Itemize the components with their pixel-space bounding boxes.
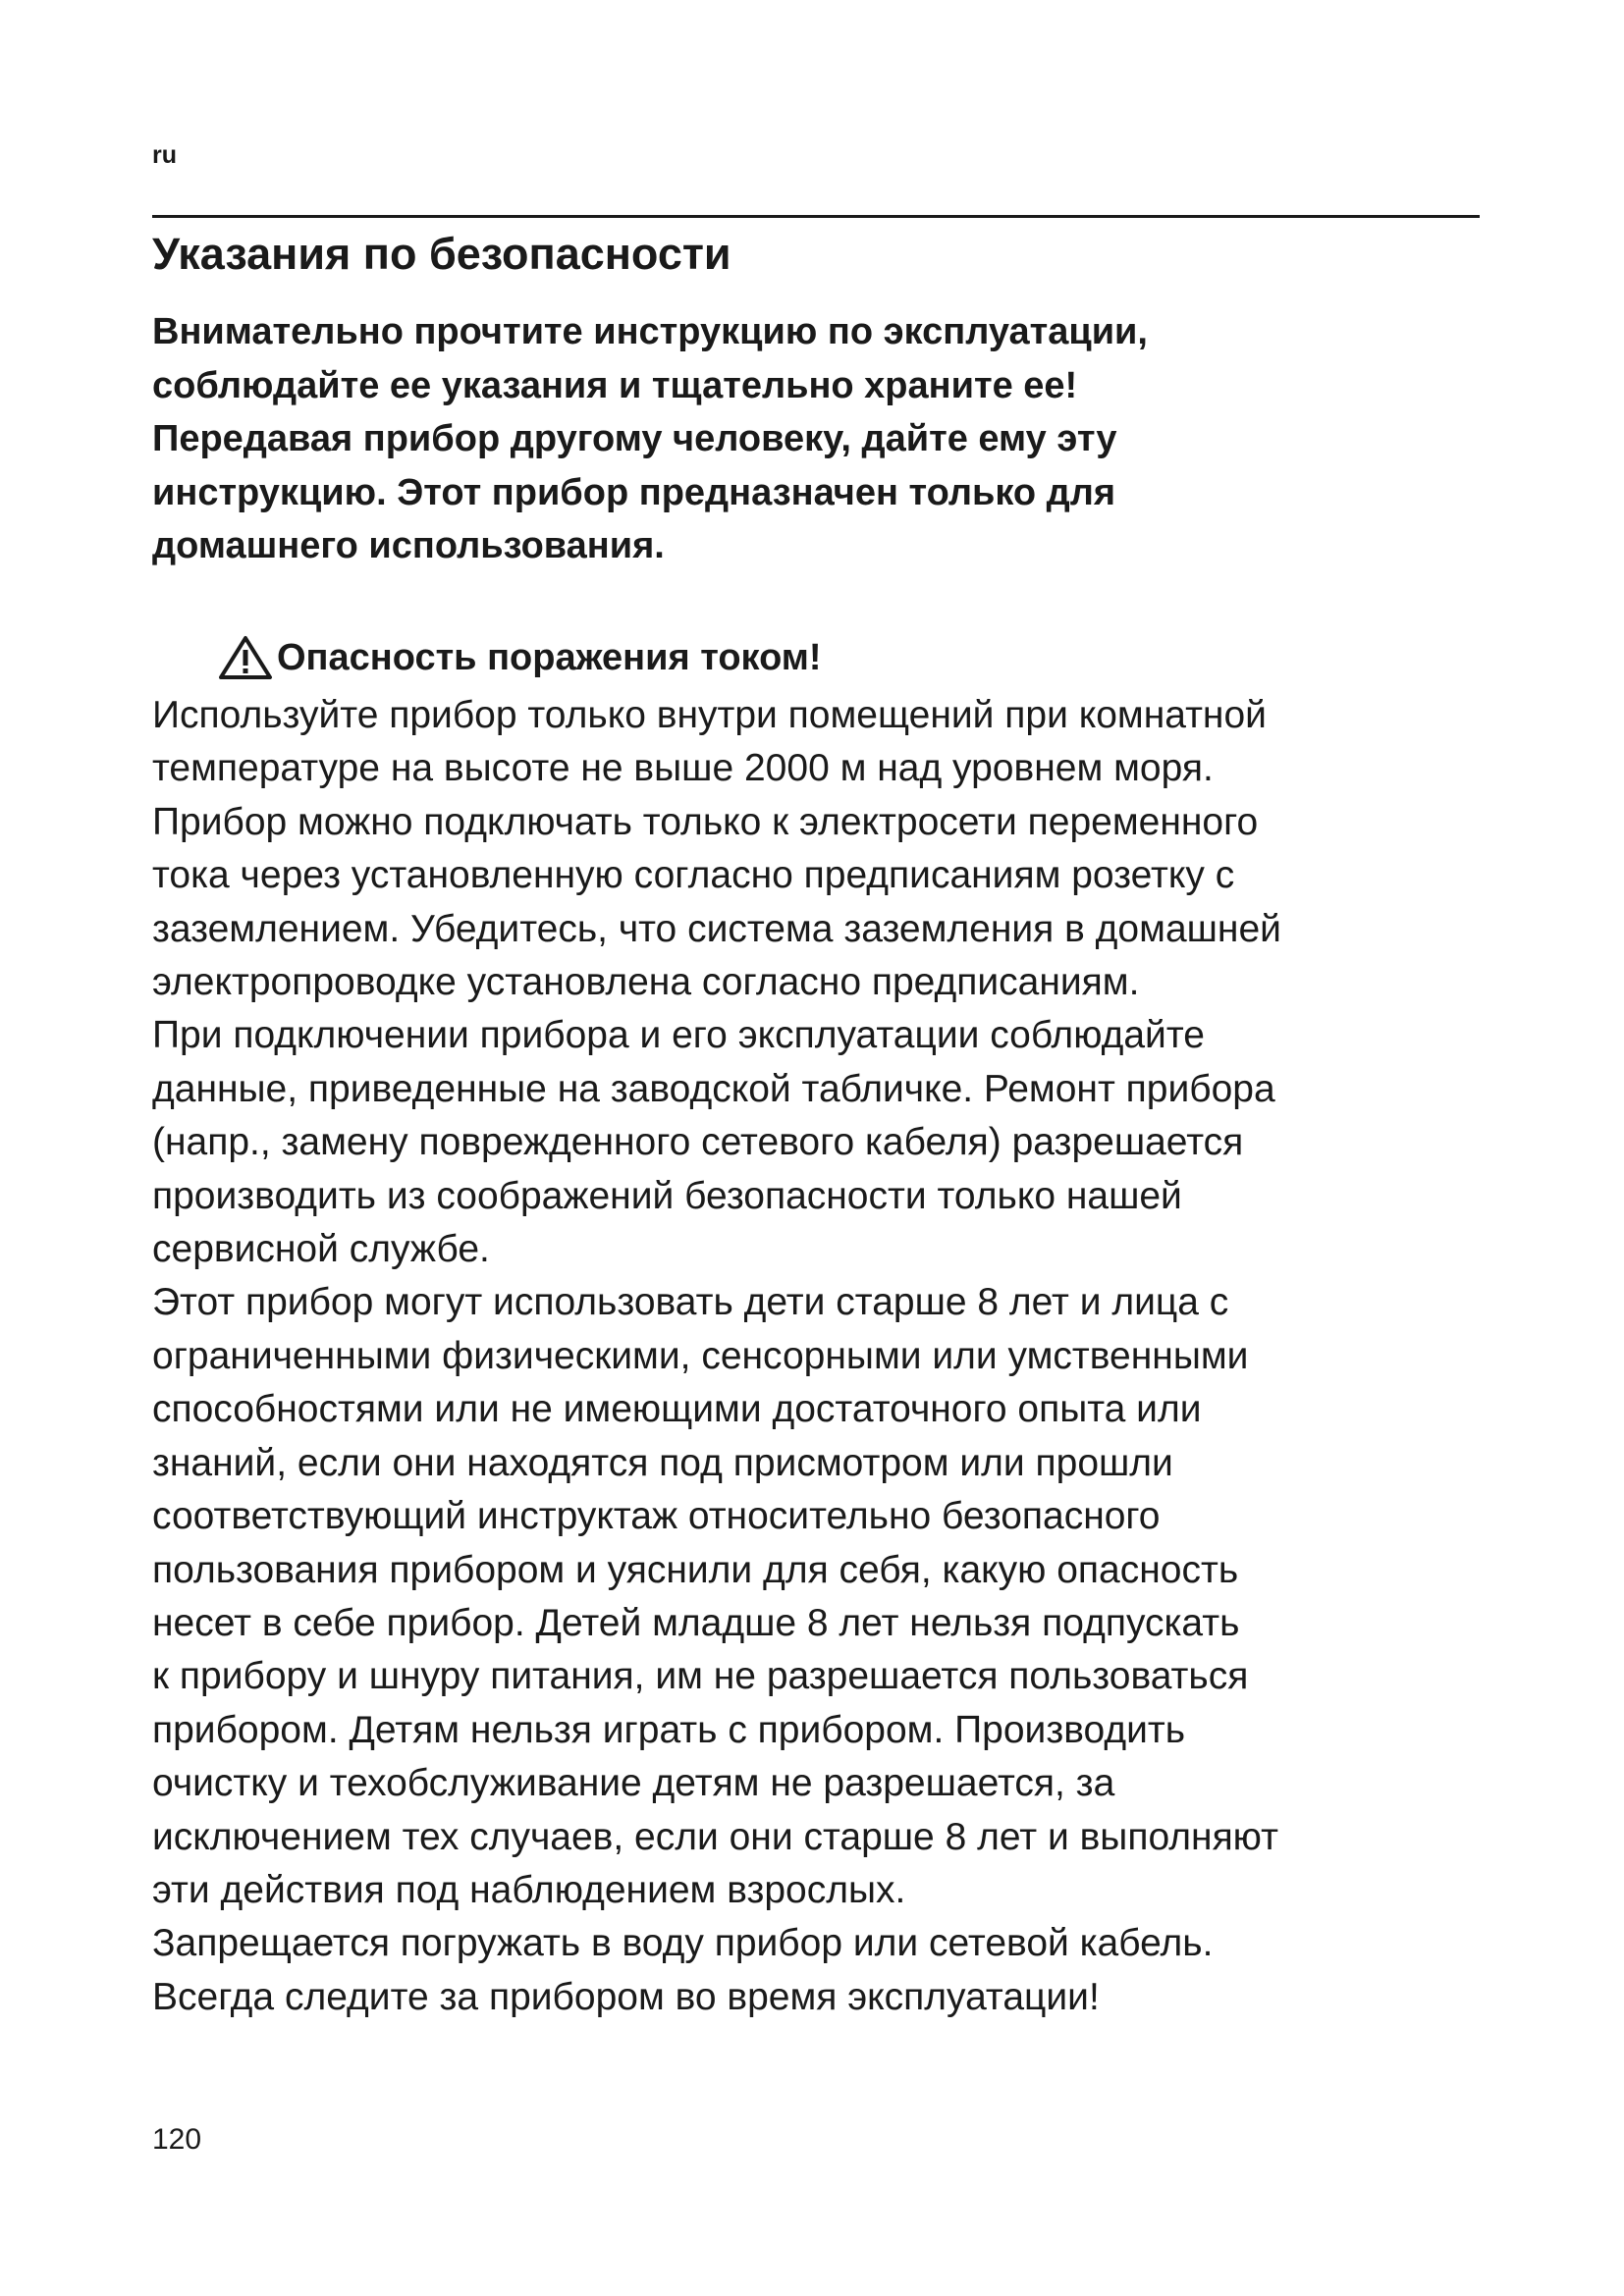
intro-paragraph <box>152 305 1468 573</box>
body-line: несет в себе прибор. Детей младше 8 лет нельзя подпускать <box>152 1601 1240 1644</box>
body-line: Всегда следите за прибором во время эксплуатации! <box>152 1975 1100 2018</box>
body-line: прибором. Детям нельзя играть с прибором. Производить <box>152 1708 1186 1751</box>
warning-triangle-icon <box>218 635 273 680</box>
body-line: тока через установленную согласно предписаниям розетку с <box>152 854 1235 897</box>
body-line: соответствующий инструктаж относительно безопасного <box>152 1495 1161 1538</box>
intro-line: инструкцию. Этот прибор предназначен только для <box>152 471 1116 513</box>
body-line: пользования прибором и уяснили для себя, какую опасность <box>152 1548 1239 1591</box>
intro-line: Внимательно прочтите инструкцию по эксплуатации, <box>152 311 1148 352</box>
body-line: Используйте прибор только внутри помещений при комнатной <box>152 694 1267 736</box>
page-number: 120 <box>152 2123 202 2156</box>
header-divider <box>152 215 1480 218</box>
warning-heading <box>218 633 822 682</box>
body-paragraph <box>152 689 1488 2024</box>
body-line: Этот прибор могут использовать дети старше 8 лет и лица с <box>152 1281 1229 1324</box>
body-line: производить из соображений безопасности только нашей <box>152 1174 1182 1217</box>
body-line: температуре на высоте не выше 2000 м над уровнем моря. <box>152 747 1214 790</box>
body-line: исключением тех случаев, если они старше 8 лет и выполняют <box>152 1815 1278 1858</box>
body-line: сервисной службе. <box>152 1228 490 1271</box>
body-line: Запрещается погружать в воду прибор или сетевой кабель. <box>152 1922 1214 1965</box>
section-title: Указания по безопасности <box>152 229 731 279</box>
body-line: данные, приведенные на заводской табличке. Ремонт прибора <box>152 1067 1275 1110</box>
body-line: заземлением. Убедитесь, что система заземления в домашней <box>152 907 1281 950</box>
body-line: ограниченными физическими, сенсорными или умственными <box>152 1334 1249 1377</box>
intro-line: соблюдайте ее указания и тщательно храните ее! <box>152 364 1078 406</box>
body-line: эти действия под наблюдением взрослых. <box>152 1868 906 1911</box>
body-line: При подключении прибора и его эксплуатации соблюдайте <box>152 1014 1205 1057</box>
language-code: ru <box>152 141 177 169</box>
intro-line: Передавая прибор другому человеку, дайте ему эту <box>152 418 1117 460</box>
body-line: к прибору и шнуру питания, им не разрешается пользоваться <box>152 1655 1249 1698</box>
body-line: электропроводке установлена согласно предписаниям. <box>152 961 1140 1004</box>
body-line: знаний, если они находятся под присмотром или прошли <box>152 1441 1173 1484</box>
intro-line: домашнего использования. <box>152 525 665 567</box>
warning-title: Опасность поражения током! <box>277 637 822 678</box>
body-line: Прибор можно подключать только к электросети переменного <box>152 800 1259 843</box>
body-line: (напр., замену поврежденного сетевого кабеля) разрешается <box>152 1121 1244 1164</box>
body-line: очистку и техобслуживание детям не разрешается, за <box>152 1762 1115 1805</box>
body-line: способностями или не имеющими достаточного опыта или <box>152 1388 1202 1431</box>
